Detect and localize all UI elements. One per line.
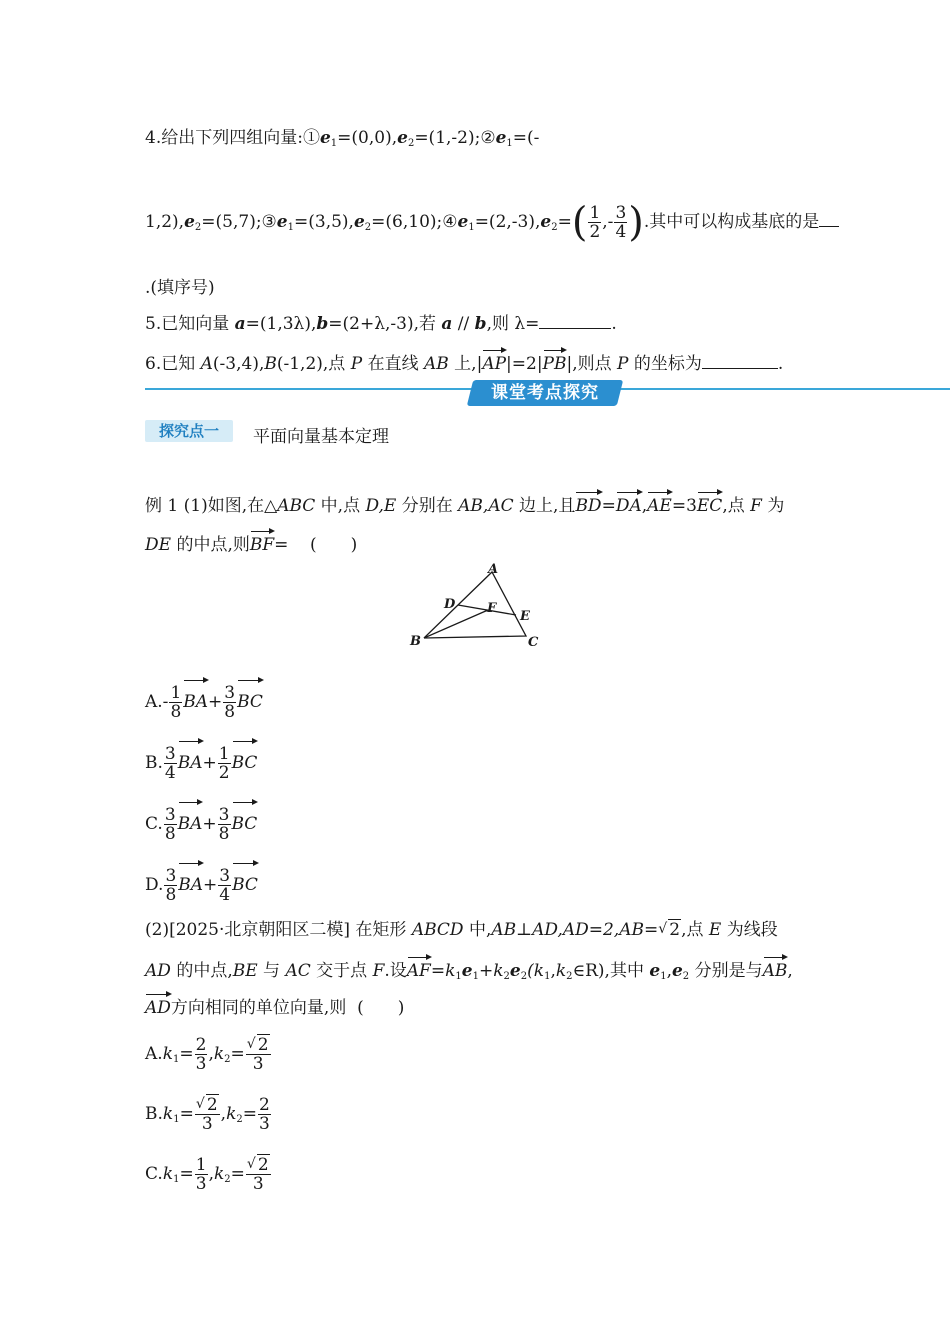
vector-BC: BC [232, 861, 258, 905]
fraction: $\frac{3}{4}$ [615, 203, 627, 242]
option-2c[interactable]: $C.k_1=$ $\frac{1}{3}$ $,k_2=$ √ 2 3 [145, 1155, 269, 1194]
vector-BC: BC [237, 678, 263, 722]
example-1-line-2: DE 的中点,则BF= ( ) [145, 529, 357, 557]
banner-right-rule [615, 388, 950, 390]
option-1d[interactable]: D. $\frac{3}{8}$ BA+ $\frac{3}{4}$ BC [145, 861, 258, 901]
sqrt-2: √ 2 [195, 1095, 218, 1115]
answer-blank[interactable] [819, 212, 839, 227]
label-c: C [528, 635, 539, 650]
question-4-line-3: .(填序号) [145, 278, 215, 298]
banner-left-rule [145, 388, 475, 390]
label-d: D [444, 597, 456, 612]
example-1-part-2-line-3: AD方向相同的单位向量,则 ( ) [145, 992, 404, 1020]
vector-BF: BF [250, 529, 274, 557]
sqrt-2: √ 2 [246, 1155, 269, 1175]
sqrt-2: √ 2 [658, 920, 681, 940]
vector-BD: BD [575, 490, 601, 518]
triangle-abc [424, 572, 526, 638]
option-1b[interactable]: B. $\frac{3}{4}$ BA+ $\frac{1}{2}$ BC [145, 739, 257, 779]
example-1-part-2-line-1: (2)[2025·北京朝阳区二模] 在矩形 ABCD 中,AB⊥AD,AD=2,AB= √ 2,点 E 为线段 [145, 920, 778, 940]
vector-BA: BA [183, 678, 208, 722]
option-1c[interactable]: C. $\frac{3}{8}$ BA+ $\frac{3}{8}$ BC [145, 800, 257, 840]
example-1-part-2-line-2: AD 的中点,BE 与 AC 交于点 F.设$AF=k_1e_1+k_2e_2(k_1,k_2\in R)$,其中 $e_1,e_2$ 分别是与AB, [145, 955, 793, 989]
answer-blank[interactable] [702, 354, 778, 369]
label-a: A [488, 562, 499, 577]
vector-BC: BC [232, 739, 258, 783]
section-title: 平面向量基本定理 [253, 427, 389, 447]
vector-AD: AD [145, 992, 171, 1020]
question-6: 6.已知 A(-3,4),B(-1,2),点 P 在直线 AB 上,|AP|=2|PB|,则点 P 的坐标为 . [145, 348, 783, 376]
question-4-line-1: 4.给出下列四组向量$:①e_1=(0,0),e_2=(1,-2);②e_1=(-$ [145, 128, 540, 149]
vector-AP: AP [482, 348, 506, 376]
vector-BA: BA [178, 800, 203, 844]
vector-AE: AE [647, 490, 672, 518]
vector-BA: BA [178, 739, 203, 783]
vector-BA: BA [178, 861, 203, 905]
question-4-line-2: $1,2),e_2=(5,7);③e_1=(3,5),e_2=(6,10);④e_1=(2,-3),e_2=$( $\frac{1}{2}$ ,- $\frac{3}{4}$ ).其中可以构成基底的是 [145, 194, 839, 250]
vector-EC: EC [697, 490, 722, 518]
left-paren: ( [571, 199, 588, 246]
vector-AF: AF [407, 955, 431, 983]
label-f: F [487, 601, 497, 616]
vector-PB: PB [543, 348, 567, 376]
answer-blank[interactable] [539, 314, 611, 329]
section-tag: 探究点一 [145, 420, 233, 442]
question-5: 5.已知向量 a=(1,3λ),b=(2+λ,-3),若 a // b,则 λ= . [145, 314, 617, 334]
section-banner-title: 课堂考点探究 [491, 383, 599, 403]
option-2b[interactable]: $B.k_1=$ √ 2 3 $,k_2=$ $\frac{2}{3}$ [145, 1095, 270, 1134]
option-2a[interactable]: $A.k_1=$ $\frac{2}{3}$ $,k_2=$ √ 2 3 [145, 1035, 269, 1074]
segment-bf [424, 610, 488, 638]
vector-DA: DA [616, 490, 642, 518]
vector-AB: AB [763, 955, 788, 983]
vector-BC: BC [232, 800, 258, 844]
sqrt-2: √ 2 [246, 1035, 269, 1055]
fraction: $\frac{1}{2}$ [589, 203, 601, 242]
example-1-line-1: 例 1 (1)如图,在△ABC 中,点 D,E 分别在 AB,AC 边上,且BD=DA,AE=3EC,点 F 为 [145, 490, 784, 518]
label-e: E [520, 609, 530, 624]
right-paren: ) [628, 199, 644, 246]
label-b: B [410, 634, 421, 649]
option-1a[interactable]: A.- $\frac{1}{8}$ BA+ $\frac{3}{8}$ BC [145, 678, 263, 718]
triangle-figure [400, 558, 550, 654]
